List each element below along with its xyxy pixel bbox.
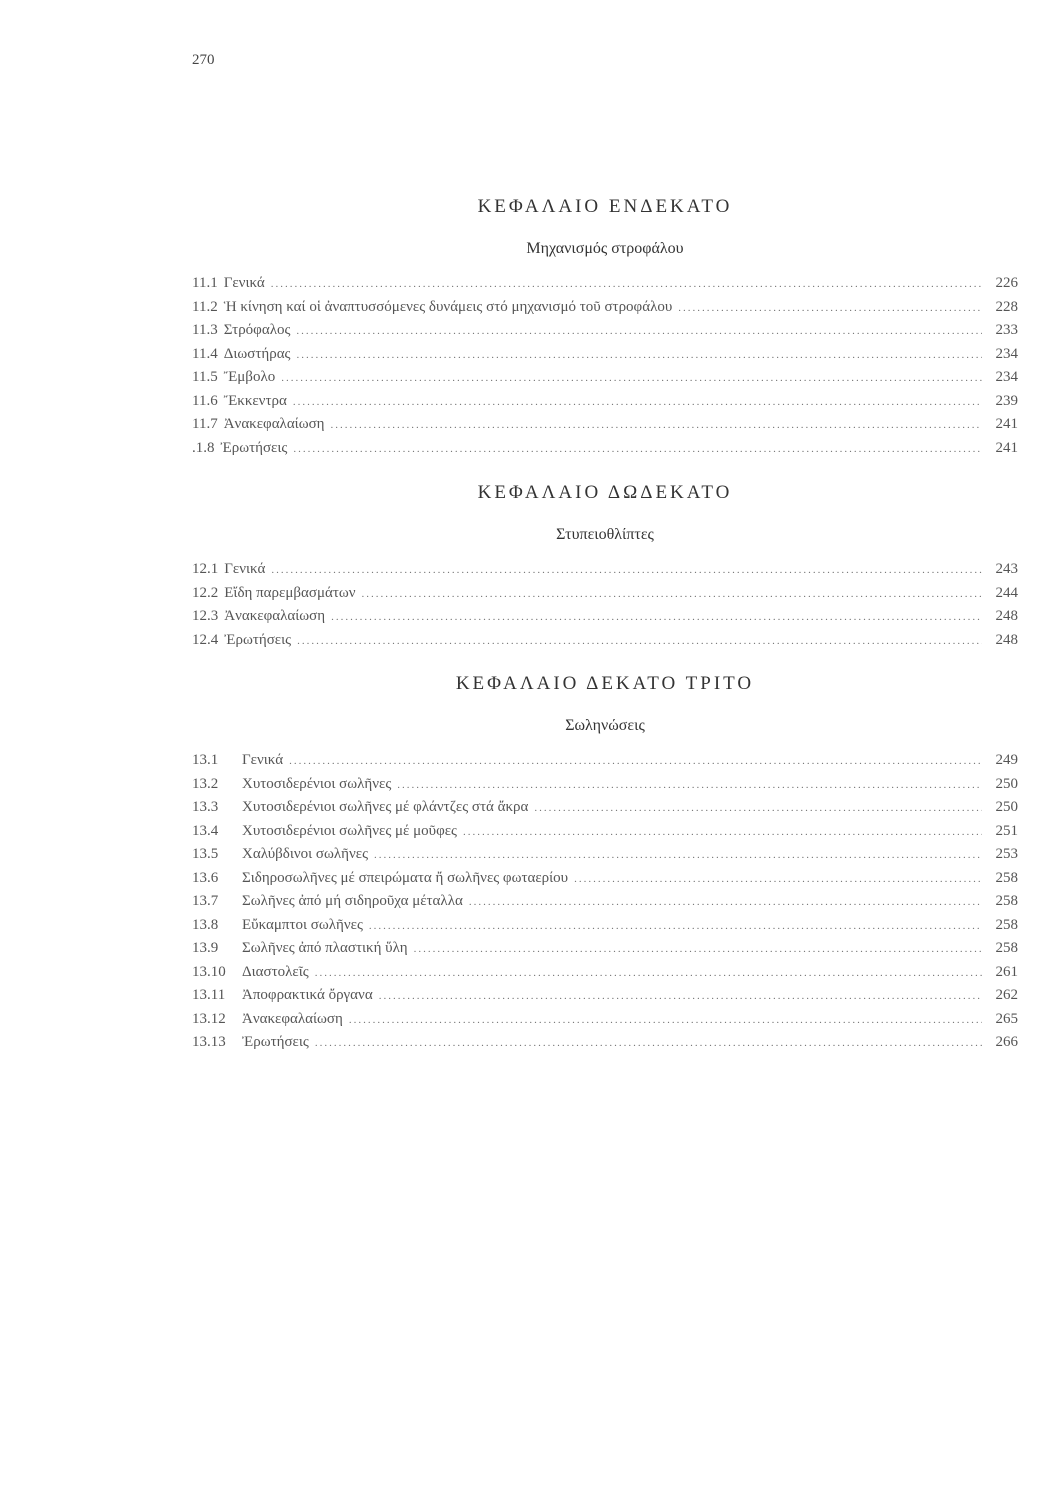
dot-leader <box>289 755 982 767</box>
toc-entry-page: 244 <box>995 584 1018 601</box>
dot-leader <box>297 349 983 361</box>
dot-leader <box>315 1037 982 1049</box>
toc-entry-title: Ἀνακεφαλαίωση <box>223 416 325 432</box>
toc-entry-title: Ἐρωτήσεις <box>242 1034 309 1050</box>
toc-entry-number: 12.1 <box>192 561 219 577</box>
toc-entry-page: 228 <box>995 298 1018 315</box>
dot-leader <box>397 779 982 791</box>
toc-entry-page: 241 <box>995 416 1018 432</box>
toc-entry[interactable] <box>192 1034 1018 1058</box>
chapter-title: ΚΕΦΑΛΑΙΟ ΔΩΔΕΚΑΤΟ <box>477 482 733 503</box>
toc-entry-number: 13.6 <box>192 869 219 886</box>
toc-list <box>192 561 1018 655</box>
dot-leader <box>297 635 982 647</box>
toc-entry-number: 11.4 <box>192 345 218 362</box>
toc-entry-page: 266 <box>995 1034 1018 1050</box>
toc-entry-title: Διαστολεῖς <box>242 963 309 980</box>
toc-entry[interactable] <box>192 964 1018 988</box>
toc-entry[interactable] <box>192 823 1018 847</box>
toc-entry[interactable] <box>192 940 1018 964</box>
toc-entry-number: 13.13 <box>192 1034 226 1050</box>
toc-entry-page: 241 <box>995 439 1018 456</box>
toc-entry[interactable] <box>192 369 1018 393</box>
chapter-section <box>192 482 1018 655</box>
chapter-title: ΚΕΦΑΛΑΙΟ ΕΝΔΕΚΑΤΟ <box>477 196 733 217</box>
toc-entry-title: Ἡ κίνηση καί οἱ ἀναπτυσσόμενες δυνάμεις στό μηχανισμό τοῦ στροφάλου <box>223 298 673 315</box>
toc-entry-page: 258 <box>995 940 1018 956</box>
toc-entry-page: 250 <box>995 799 1018 815</box>
toc-entry[interactable] <box>192 275 1018 299</box>
toc-entry-title: Χυτοσιδερένιοι σωλῆνες <box>242 775 392 792</box>
toc-entry-page: 253 <box>995 846 1018 862</box>
toc-entry[interactable] <box>192 917 1018 941</box>
chapter-subtitle: Σωληνώσεις <box>565 717 645 734</box>
toc-entry[interactable] <box>192 346 1018 370</box>
toc-entry-number: 13.10 <box>192 963 226 980</box>
toc-entry-page: 239 <box>995 392 1018 409</box>
toc-entry-title: Ἔμβολο <box>223 369 276 385</box>
chapter-title: ΚΕΦΑΛΑΙΟ ΔΕΚΑΤΟ ΤΡΙΤΟ <box>455 673 755 694</box>
chapter-subtitle: Μηχανισμός στροφάλου <box>526 240 684 257</box>
toc-entry-number: 12.2 <box>192 584 219 601</box>
toc-entry-page: 249 <box>995 752 1018 768</box>
dot-leader <box>331 611 982 623</box>
toc-entry-page: 226 <box>995 275 1018 291</box>
toc-entry-title: Διωστήρας <box>223 345 291 362</box>
toc-entry-title: Ἀνακεφαλαίωση <box>242 1010 343 1027</box>
toc-entry-title: Σιδηροσωλῆνες μέ σπειρώματα ἤ σωλῆνες φωταερίου <box>242 869 569 886</box>
toc-entry[interactable] <box>192 585 1018 609</box>
toc-entry-number: 13.12 <box>192 1010 226 1027</box>
toc-entry-title: Ἀνακεφαλαίωση <box>224 608 326 624</box>
toc-entry-number: 12.3 <box>192 608 219 624</box>
dot-leader <box>293 443 982 455</box>
dot-leader <box>414 943 982 955</box>
chapter-subtitle: Στυπειοθλίπτες <box>556 526 654 543</box>
toc-entry-number: 11.5 <box>192 369 218 385</box>
dot-leader <box>362 588 982 600</box>
chapter-section <box>192 673 1018 1058</box>
toc-entry[interactable] <box>192 561 1018 585</box>
toc-entry[interactable] <box>192 799 1018 823</box>
dot-leader <box>463 826 982 838</box>
toc-entry[interactable] <box>192 393 1018 417</box>
toc-entry-title: Σωλῆνες ἀπό πλαστική ὕλη <box>242 940 408 956</box>
toc-entry-page: 248 <box>995 608 1018 624</box>
dot-leader <box>379 990 982 1002</box>
toc-entry-number: 13.2 <box>192 775 219 792</box>
dot-leader <box>678 302 982 314</box>
toc-entry-number: 11.1 <box>192 275 218 291</box>
toc-entry-number: .1.8 <box>192 439 215 456</box>
toc-entry[interactable] <box>192 608 1018 632</box>
toc-entry-title: Σωλῆνες ἀπό μή σιδηροῦχα μέταλλα <box>242 893 463 909</box>
toc-entry[interactable] <box>192 1011 1018 1035</box>
toc-entry-page: 234 <box>995 369 1018 385</box>
toc-entry-number: 13.8 <box>192 916 219 933</box>
toc-entry-title: Χαλύβδινοι σωλῆνες <box>242 846 369 862</box>
toc-entry-title: Γενικά <box>223 275 265 291</box>
toc-entry-page: 248 <box>995 631 1018 648</box>
toc-entry-number: 13.1 <box>192 752 219 768</box>
toc-list <box>192 275 1018 463</box>
toc-entry[interactable] <box>192 870 1018 894</box>
toc-entry-page: 258 <box>995 869 1018 886</box>
page-number: 270 <box>192 52 215 68</box>
toc-entry[interactable] <box>192 416 1018 440</box>
toc-entry-number: 12.4 <box>192 631 219 648</box>
dot-leader <box>296 325 982 337</box>
toc-entry-page: 234 <box>995 345 1018 362</box>
toc-entry-title: Ἐρωτήσεις <box>224 631 292 648</box>
toc-entry-number: 11.3 <box>192 322 218 338</box>
toc-entry[interactable] <box>192 632 1018 656</box>
toc-entry[interactable] <box>192 299 1018 323</box>
toc-entry-number: 13.5 <box>192 846 219 862</box>
dot-leader <box>574 873 982 885</box>
dot-leader <box>315 967 982 979</box>
toc-entry[interactable] <box>192 987 1018 1011</box>
toc-entry-page: 265 <box>995 1010 1018 1027</box>
toc-entry-number: 13.11 <box>192 987 226 1003</box>
toc-entry[interactable] <box>192 752 1018 776</box>
toc-entry-title: Εἴδη παρεμβασμάτων <box>224 584 356 601</box>
toc-entry-page: 258 <box>995 916 1018 933</box>
toc-entry[interactable] <box>192 776 1018 800</box>
toc-entry[interactable] <box>192 440 1018 464</box>
toc-entry-number: 11.2 <box>192 298 218 315</box>
toc-entry-page: 258 <box>995 893 1018 909</box>
dot-leader <box>281 372 982 384</box>
toc-entry[interactable] <box>192 322 1018 346</box>
toc-entry-title: Γενικά <box>242 752 284 768</box>
toc-entry-number: 11.6 <box>192 392 218 409</box>
toc-entry-number: 13.3 <box>192 799 219 815</box>
toc-entry-title: Χυτοσιδερένιοι σωλῆνες μέ φλάντζες στά ἄκρα <box>242 799 529 815</box>
toc-entry-page: 250 <box>995 775 1018 792</box>
dot-leader <box>349 1014 982 1026</box>
dot-leader <box>271 278 982 290</box>
toc-entry-title: Εὔκαμπτοι σωλῆνες <box>242 916 363 933</box>
chapter-section <box>192 196 1018 463</box>
toc-entry-title: Ἀποφρακτικά ὄργανα <box>242 987 373 1003</box>
toc-entry-page: 233 <box>995 322 1018 338</box>
toc-entry-number: 13.9 <box>192 940 219 956</box>
dot-leader <box>293 396 982 408</box>
toc-entry-title: Ἔκκεντρα <box>223 392 287 409</box>
dot-leader <box>534 802 982 814</box>
dot-leader <box>331 419 982 431</box>
toc-entry-page: 251 <box>995 822 1018 839</box>
toc-entry[interactable] <box>192 893 1018 917</box>
toc-entry-page: 243 <box>995 561 1018 577</box>
toc-entry-page: 261 <box>995 963 1018 980</box>
toc-entry-title: Ἐρωτήσεις <box>220 439 288 456</box>
dot-leader <box>369 920 982 932</box>
dot-leader <box>469 896 982 908</box>
toc-list <box>192 752 1018 1058</box>
toc-entry-page: 262 <box>995 987 1018 1003</box>
dot-leader <box>374 849 982 861</box>
toc-entry-number: 13.7 <box>192 893 219 909</box>
toc-entry[interactable] <box>192 846 1018 870</box>
dot-leader <box>271 564 982 576</box>
toc-entry-title: Γενικά <box>224 561 266 577</box>
toc-entry-title: Χυτοσιδερένιοι σωλῆνες μέ μοῦφες <box>242 822 457 839</box>
toc-entry-number: 11.7 <box>192 416 218 432</box>
toc-entry-title: Στρόφαλος <box>223 322 291 338</box>
toc-entry-number: 13.4 <box>192 822 219 839</box>
